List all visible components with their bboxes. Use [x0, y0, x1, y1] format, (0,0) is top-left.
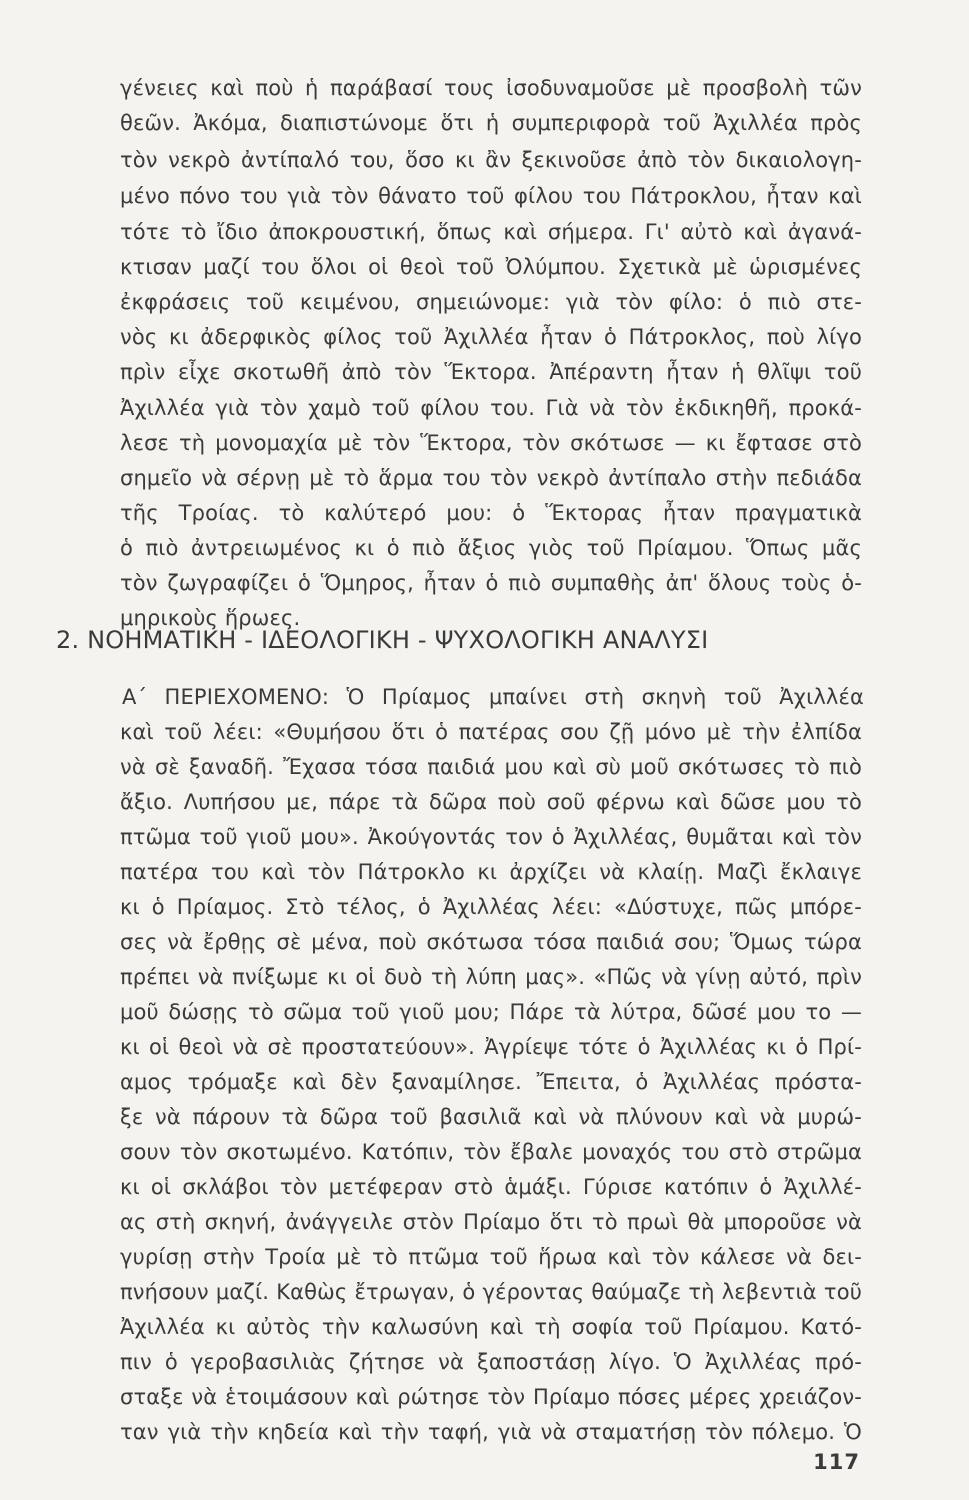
text-line: τὸν νεκρὸ ἀντίπαλό του, ὅσο κι ἂν ξεκινοῦσε ἀπὸ τὸν δικαιολογη- [120, 148, 862, 172]
text-line: θεῶν. Ἀκόμα, διαπιστώνομε ὅτι ἡ συμπεριφορὰ τοῦ Ἀχιλλέα πρὸς [120, 111, 862, 135]
text-line: σημεῖο νὰ σέρνῃ μὲ τὸ ἅρμα του τὸν νεκρὸ ἀντίπαλο στὴν πεδιάδα [120, 466, 862, 490]
text-line: πρέπει νὰ πνίξωμε κι οἱ δυὸ τὴ λύπη μας». «Πῶς νὰ γίνῃ αὐτό, πρὶν [120, 965, 862, 989]
text-line: αμος τρόμαξε καὶ δὲν ξαναμίλησε. Ἔπειτα, ὁ Ἀχιλλέας πρόστα- [120, 1070, 862, 1094]
text-line: μοῦ δώσῃς τὸ σῶμα τοῦ γιοῦ μου; Πάρε τὰ λύτρα, δῶσέ μου το — [120, 1000, 862, 1024]
text-line: Ἀχιλλέα γιὰ τὸν χαμὸ τοῦ φίλου του. Γιὰ νὰ τὸν ἐκδικηθῆ, προκά- [120, 396, 862, 420]
text-line: πνήσουν μαζί. Καθὼς ἔτρωγαν, ὁ γέροντας θαύμαζε τὴ λεβεντιὰ τοῦ [120, 1280, 862, 1304]
text-line: ας στὴ σκηνή, ἀνάγγειλε στὸν Πρίαμο ὅτι τὸ πρωὶ θὰ μποροῦσε νὰ [120, 1210, 862, 1234]
text-line: σταξε νὰ ἑτοιμάσουν καὶ ρώτησε τὸν Πρίαμο πόσες μέρες χρειάζον- [120, 1385, 862, 1409]
text-line: πιν ὁ γεροβασιλιὰς ζήτησε νὰ ξαποστάσῃ λίγο. Ὁ Ἀχιλλέας πρό- [120, 1350, 862, 1374]
text-line: ὁ πιὸ ἀντρειωμένος κι ὁ πιὸ ἄξιος γιὸς τοῦ Πρίαμου. Ὅπως μᾶς [120, 536, 862, 560]
text-line: Ἀχιλλέα κι αὐτὸς τὴν καλωσύνη καὶ τὴ σοφία τοῦ Πρίαμου. Κατό- [120, 1315, 862, 1339]
text-line: πατέρα του καὶ τὸν Πάτροκλο κι ἀρχίζει νὰ κλαίῃ. Μαζὶ ἔκλαιγε [120, 860, 862, 884]
text-line: λεσε τὴ μονομαχία μὲ τὸν Ἕκτορα, τὸν σκότωσε — κι ἔφτασε στὸ [120, 431, 862, 455]
section-heading: 2. ΝΟΗΜΑΤΙΚΗ - ΙΔΕΟΛΟΓΙΚΗ - ΨΥΧΟΛΟΓΙΚΗ ΑΝΑΛΥΣΙ [56, 626, 709, 654]
text-line: σες νὰ ἔρθῃς σὲ μένα, ποὺ σκότωσα τόσα παιδιά σου; Ὅμως τώρα [120, 930, 862, 954]
text-line: ἄξιο. Λυπήσου με, πάρε τὰ δῶρα ποὺ σοῦ φέρνω καὶ δῶσε μου τὸ [120, 790, 862, 814]
text-line: ἐκφράσεις τοῦ κειμένου, σημειώνομε: γιὰ τὸν φίλο: ὁ πιὸ στε- [120, 290, 862, 314]
text-line: μένο πόνο του γιὰ τὸν θάνατο τοῦ φίλου του Πάτροκλου, ἦταν καὶ [120, 184, 862, 208]
text-line: νὰ σὲ ξαναδῆ. Ἔχασα τόσα παιδιά μου καὶ σὺ μοῦ σκότωσες τὸ πιὸ [120, 755, 862, 779]
text-line: ταν γιὰ τὴν κηδεία καὶ τὴν ταφή, γιὰ νὰ σταματήσῃ τὸν πόλεμο. Ὁ [120, 1420, 862, 1444]
text-line: τὸν ζωγραφίζει ὁ Ὅμηρος, ἦταν ὁ πιὸ συμπαθὴς ἀπ' ὅλους τοὺς ὁ- [120, 571, 862, 595]
text-line: κτισαν μαζί του ὅλοι οἱ θεοὶ τοῦ Ὀλύμπου. Σχετικὰ μὲ ὡρισμένες [120, 255, 862, 279]
text-line: τότε τὸ ἴδιο ἀποκρουστική, ὅπως καὶ σήμερα. Γι' αὐτὸ καὶ ἀγανά- [120, 220, 862, 244]
text-line: μηρικοὺς ἥρωες. [120, 606, 301, 630]
page-number: 117 [813, 1450, 860, 1474]
text-line: κι ὁ Πρίαμος. Στὸ τέλος, ὁ Ἀχιλλέας λέει: «Δύστυχε, πῶς μπόρε- [120, 895, 862, 919]
text-line: Α΄ ΠΕΡΙΕΧΟΜΕΝΟ: Ὁ Πρίαμος μπαίνει στὴ σκηνὴ τοῦ Ἀχιλλέα [122, 685, 864, 709]
text-line: κι οἱ σκλάβοι τὸν μετέφεραν στὸ ἁμάξι. Γύρισε κατόπιν ὁ Ἀχιλλέ- [120, 1175, 862, 1199]
text-line: ξε νὰ πάρουν τὰ δῶρα τοῦ βασιλιᾶ καὶ νὰ πλύνουν καὶ νὰ μυρώ- [120, 1105, 862, 1129]
text-line: καὶ τοῦ λέει: «Θυμήσου ὅτι ὁ πατέρας σου ζῇ μόνο μὲ τὴν ἐλπίδα [120, 720, 862, 744]
text-line: σουν τὸν σκοτωμένο. Κατόπιν, τὸν ἔβαλε μοναχός του στὸ στρῶμα [120, 1140, 862, 1164]
text-line: νὸς κι ἀδερφικὸς φίλος τοῦ Ἀχιλλέα ἦταν ὁ Πάτροκλος, ποὺ λίγο [120, 325, 862, 349]
text-line: πτῶμα τοῦ γιοῦ μου». Ἀκούγοντάς τον ὁ Ἀχιλλέας, θυμᾶται καὶ τὸν [120, 825, 862, 849]
text-line: πρὶν εἶχε σκοτωθῆ ἀπὸ τὸν Ἕκτορα. Ἀπέραντη ἦταν ἡ θλῖψι τοῦ [120, 360, 862, 384]
text-line: τῆς Τροίας. τὸ καλύτερό μου: ὁ Ἕκτορας ἦταν πραγματικὰ [120, 501, 862, 525]
text-line: κι οἱ θεοὶ νὰ σὲ προστατεύουν». Ἀγρίεψε τότε ὁ Ἀχιλλέας κι ὁ Πρί- [120, 1035, 862, 1059]
text-line: γυρίσῃ στὴν Τροία μὲ τὸ πτῶμα τοῦ ἥρωα καὶ τὸν κάλεσε νὰ δει- [120, 1245, 862, 1269]
text-line: γένειες καὶ ποὺ ἡ παράβασί τους ἰσοδυναμοῦσε μὲ προσβολὴ τῶν [120, 76, 862, 100]
